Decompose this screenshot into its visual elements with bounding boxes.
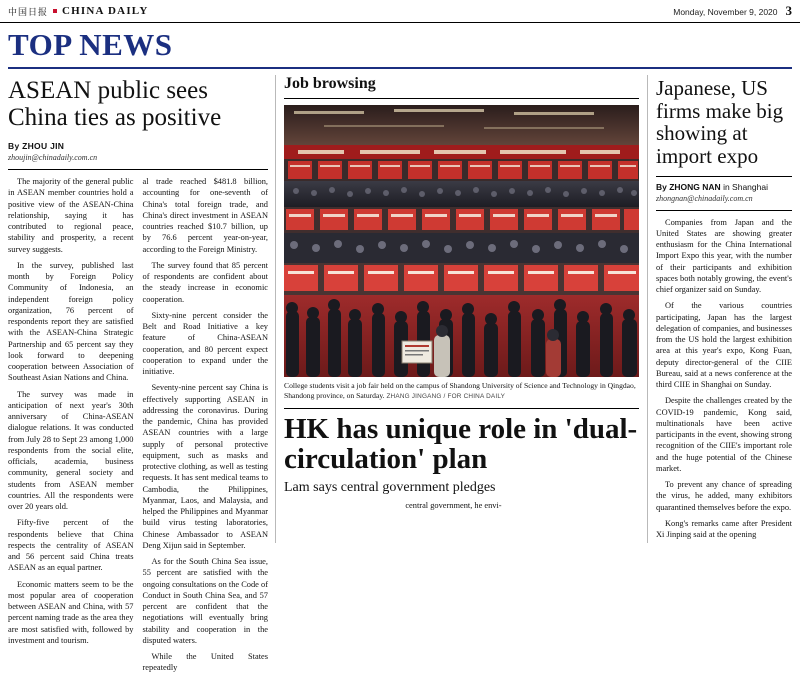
middle-bottom-col-1 [284,500,396,516]
right-byline-location: in Shanghai [723,181,768,192]
middle-headline: HK has unique role in 'dual-circulation' plan [284,412,638,476]
middle-subhead [284,480,639,495]
paragraph: Companies from Japan and the United States are showing greater enthusiasm for the China International Import Expo this year, with the number of their participants and exhibition spaces both notably growing, the event's chief organizer said on Sunday. [656,217,792,295]
paragraph: Despite the challenges created by the COVID-19 pandemic, Kong said, multinationals have been active participants in the event, showing strong recognition of the CIIE's important role and the huge potential of the Chinese market. [656,396,792,473]
photo-illustration [284,105,639,377]
masthead [0,0,800,23]
right-byline [656,182,792,192]
photo-credit: ZHANG JINGANG / FOR CHINA DAILY [386,393,506,401]
paragraph: The majority of the general public in ASEAN member countries hold a positive view of the ASEAN-China relationship, saying it has contributed to regional peace, stability and prosperity, a recent survey suggests. [8,177,134,254]
left-body-col-1 [8,176,134,679]
middle-kicker: Job browsing [284,75,376,92]
middle-bottom-col-2 [405,500,517,516]
left-byline: By ZHOU JIN [8,141,65,151]
paragraph: central government, he envi- [405,500,502,510]
masthead-title: CHINA DAILY [62,5,149,17]
right-rule-top [656,176,792,177]
paragraph: In the survey, published last month by Foreign Policy Community of Indonesia, an independent foreign policy organization, 76 percent of respondents report they are satisfied with the ASEAN-China Strategic Partnership and 65 percent say they look forward to deepening cooperation between Association of Southeast Asian Nations and China. [8,260,134,383]
right-headline: Japanese, US firms make big showing at import expo [656,76,784,169]
section-banner [0,23,800,62]
section-title: TOP NEWS [8,27,173,62]
page-number: 3 [785,3,792,18]
paragraph: al trade reached $481.8 billion, accounting for one-seventh of China's total foreign trade, and China's direct investment in ASEAN countries reached $10.7 billion, up by 76.6 percent year-on-year, according to the Foreign Ministry. [142,177,268,254]
middle-kicker-rule [284,98,639,99]
masthead-chinese-title: 中国日报 [8,7,49,18]
masthead-red-dot [53,9,57,13]
paragraph: To prevent any chance of spreading the virus, he added, many exhibitors quarantined themselves before the expo. [656,480,792,512]
paragraph: The survey was made in anticipation of next year's 30th anniversary of China-ASEAN dialogue relations. It was conducted from July 28 to Sept 23 among 1,000 respondents from the social elite, officials, academia, business community, general society and students from ASEAN member countries. All the respondents were over 20 years old. [8,389,134,511]
right-byline-email: zhongnan@chinadaily.com.cn [656,193,753,203]
paragraph: Seventy-nine percent say China is effectively supporting ASEAN in addressing the coronavirus. During the pandemic, China has provided ASEAN countries with a large supply of personal protective equipment, such as masks and protective clothing, as well as testing requests. It has sent medical teams to Cambodia, the Philippines, Myanmar, Laos, and Malaysia, and helped the Philippines and Myanmar build virus testing laboratories, Chinese Ambassador to ASEAN Deng Xijun said in September. [142,383,268,550]
paragraph: While the United States repeatedly [142,652,268,673]
left-body-col-2 [143,176,269,679]
left-headline: ASEAN public sees China ties as positive [8,77,222,131]
paragraph: As for the South China Sea issue, 55 percent are satisfied with the ongoing consultations on the Code of Conduct in South China Sea, and 57 percent are confident that the negotiations will eventually bring stability and cooperation in the disputed waters. [142,557,268,645]
job-fair-photo [284,105,639,377]
left-rule [8,169,268,170]
masthead-left [8,5,148,18]
masthead-right [673,3,792,19]
right-byline-name: By ZHONG NAN [656,181,721,192]
middle-column [276,75,648,543]
masthead-date: Monday, November 9, 2020 [673,7,778,17]
middle-rule [284,408,639,409]
left-body-columns [8,176,268,679]
paragraph: Economic matters seem to be the most popular area of cooperation between ASEAN and China, with 57 percent naming trade as the area they are most satisfied with, followed by investment and tourism. [8,579,134,645]
page-grid [0,69,800,673]
right-rule-bottom [656,210,792,211]
middle-bottom-col-3 [527,500,639,516]
paragraph: Fifty-five percent of the respondents believe that China respects the centrality of ASEAN and 56 percent said China treats ASEAN as an equal partner. [8,518,134,573]
middle-subhead-text: Lam says central government pledges [284,480,496,496]
right-column [648,75,792,543]
paragraph: Of the various countries participating, Japan has the largest delegation of companies, and businesses from the US hold the largest exhibition area at this year's expo, Kong Fuan, deputy director-general of the CIIE Bureau, said at a news conference at the third CIIE in Shanghai on Sunday. [656,301,792,390]
middle-bottom-columns [284,500,639,516]
paragraph: The survey found that 85 percent of respondents are confident about the steady increase in economic cooperation. [142,260,268,304]
paragraph: Sixty-nine percent consider the Belt and Road Initiative a key feature of China-ASEAN cooperation, and 80 percent expect cooperation to expand under the initiative. [142,310,268,376]
paragraph: Kong's remarks came after President Xi Jinping said at the opening [656,518,792,540]
photo-caption [284,381,639,402]
left-byline-email: zhoujin@chinadaily.com.cn [8,153,98,162]
photo-caption-text: College students visit a job fair held on the campus of Shandong University of Science and Technology in Qingdao, Shandong province, on Saturday. [284,381,636,401]
right-body [656,217,792,541]
left-column [8,75,276,673]
